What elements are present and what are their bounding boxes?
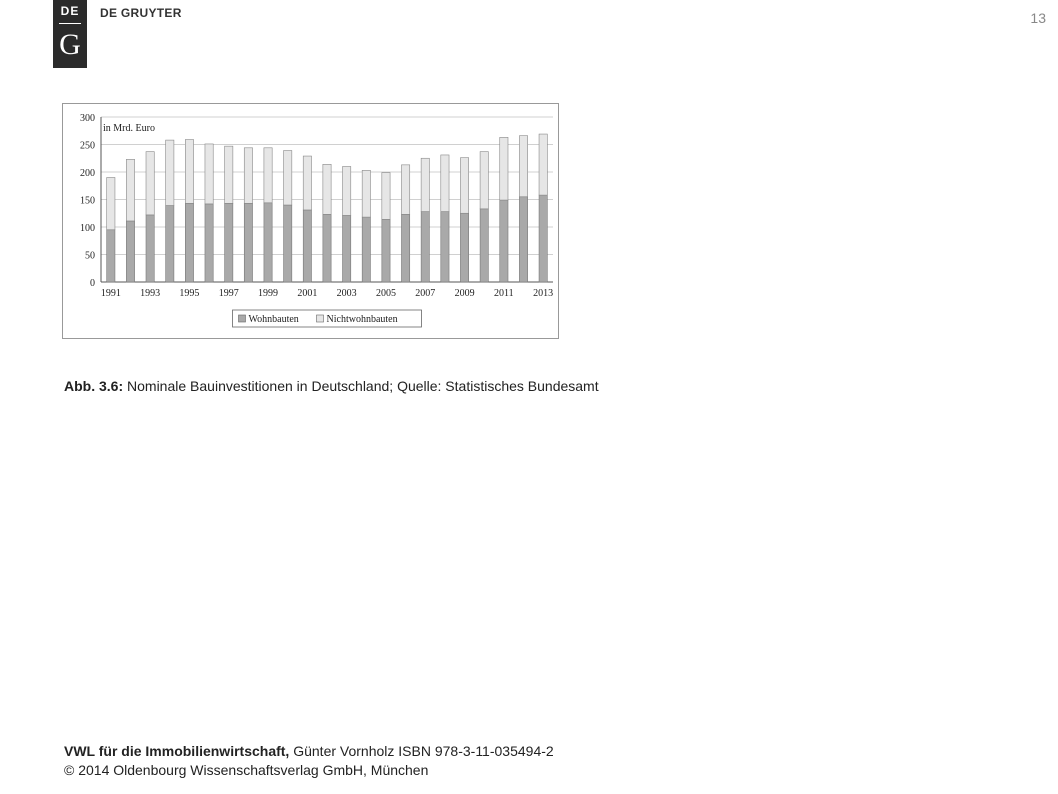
bar-wohnbauten bbox=[126, 221, 134, 282]
x-tick-label: 1997 bbox=[218, 288, 239, 299]
bar-nichtwohnbauten bbox=[225, 146, 233, 203]
bar-nichtwohnbauten bbox=[519, 136, 527, 197]
logo-bottom-text: G bbox=[59, 28, 81, 61]
x-tick-label: 1995 bbox=[179, 288, 200, 299]
de-gruyter-logo bbox=[53, 0, 87, 68]
footer-line-1 bbox=[64, 742, 554, 761]
bar-wohnbauten bbox=[460, 213, 468, 282]
bar-nichtwohnbauten bbox=[480, 152, 488, 209]
bar-nichtwohnbauten bbox=[421, 158, 429, 211]
bar-wohnbauten bbox=[539, 195, 547, 282]
bar-nichtwohnbauten bbox=[166, 140, 174, 205]
bar-nichtwohnbauten bbox=[343, 167, 351, 216]
bar-nichtwohnbauten bbox=[185, 140, 193, 204]
caption-text: Nominale Bauinvestitionen in Deutschland; Quelle: Statistisches Bundesamt bbox=[127, 378, 599, 394]
x-tick-label: 2001 bbox=[297, 288, 318, 299]
bar-wohnbauten bbox=[225, 203, 233, 282]
bar-wohnbauten bbox=[166, 206, 174, 282]
bar-wohnbauten bbox=[264, 203, 272, 282]
publisher-brand: DE GRUYTER bbox=[100, 6, 182, 20]
x-tick-label: 1993 bbox=[140, 288, 161, 299]
bar-wohnbauten bbox=[185, 203, 193, 282]
bar-nichtwohnbauten bbox=[401, 165, 409, 215]
author-isbn: Günter Vornholz ISBN 978-3-11-035494-2 bbox=[293, 743, 554, 759]
bar-wohnbauten bbox=[519, 197, 527, 282]
y-tick-label: 100 bbox=[80, 223, 95, 234]
page-number: 13 bbox=[1030, 10, 1046, 26]
legend-label-nichtwohnbauten: Nichtwohnbauten bbox=[326, 314, 398, 325]
copyright: © 2014 Oldenbourg Wissenschaftsverlag GmbH, München bbox=[64, 762, 429, 778]
bar-wohnbauten bbox=[303, 210, 311, 282]
bar-nichtwohnbauten bbox=[362, 170, 370, 217]
bar-wohnbauten bbox=[284, 205, 292, 282]
bar-wohnbauten bbox=[205, 204, 213, 282]
bar-wohnbauten bbox=[500, 200, 508, 282]
bar-wohnbauten bbox=[401, 214, 409, 282]
figure-caption bbox=[64, 378, 599, 394]
bar-wohnbauten bbox=[146, 215, 154, 282]
legend-swatch-nichtwohnbauten bbox=[317, 315, 324, 322]
bar-wohnbauten bbox=[323, 214, 331, 282]
bar-wohnbauten bbox=[480, 209, 488, 282]
bar-wohnbauten bbox=[343, 215, 351, 282]
x-tick-label: 2011 bbox=[494, 288, 514, 299]
caption-label: Abb. 3.6: bbox=[64, 378, 124, 394]
bar-wohnbauten bbox=[382, 219, 390, 282]
bar-wohnbauten bbox=[362, 217, 370, 282]
bar-nichtwohnbauten bbox=[146, 152, 154, 215]
x-tick-label: 2009 bbox=[454, 288, 475, 299]
y-tick-label: 250 bbox=[80, 140, 95, 152]
bar-nichtwohnbauten bbox=[303, 156, 311, 210]
y-tick-label: 200 bbox=[80, 168, 95, 179]
bar-wohnbauten bbox=[244, 203, 252, 282]
legend-label-wohnbauten: Wohnbauten bbox=[248, 314, 299, 325]
x-tick-label: 2005 bbox=[375, 288, 396, 299]
y-tick-label: 150 bbox=[80, 195, 95, 207]
bar-wohnbauten bbox=[107, 230, 115, 282]
bar-nichtwohnbauten bbox=[284, 151, 292, 205]
bar-nichtwohnbauten bbox=[205, 144, 213, 204]
x-tick-label: 2013 bbox=[533, 288, 554, 299]
bar-nichtwohnbauten bbox=[382, 173, 390, 220]
chart-figure bbox=[62, 103, 559, 339]
legend-swatch-wohnbauten bbox=[239, 315, 246, 322]
bar-nichtwohnbauten bbox=[264, 148, 272, 203]
bar-nichtwohnbauten bbox=[441, 155, 449, 212]
book-title: VWL für die Immobilienwirtschaft, bbox=[64, 743, 290, 759]
x-tick-label: 1999 bbox=[258, 288, 279, 299]
logo-divider bbox=[59, 23, 81, 24]
x-tick-label: 1991 bbox=[100, 288, 121, 299]
bar-chart bbox=[63, 104, 558, 338]
bar-nichtwohnbauten bbox=[126, 159, 134, 221]
bar-nichtwohnbauten bbox=[460, 158, 468, 214]
page-footer bbox=[64, 742, 554, 780]
bar-nichtwohnbauten bbox=[107, 178, 115, 230]
bar-wohnbauten bbox=[441, 212, 449, 282]
y-tick-label: 300 bbox=[80, 113, 95, 124]
x-tick-label: 2007 bbox=[415, 288, 436, 299]
bar-nichtwohnbauten bbox=[539, 134, 547, 195]
unit-label: in Mrd. Euro bbox=[103, 123, 155, 134]
y-tick-label: 50 bbox=[85, 250, 95, 262]
bar-wohnbauten bbox=[421, 212, 429, 282]
logo-top-text: DE bbox=[60, 4, 80, 18]
x-tick-label: 2003 bbox=[336, 288, 357, 299]
bar-nichtwohnbauten bbox=[500, 137, 508, 200]
y-tick-label: 0 bbox=[90, 278, 95, 289]
bar-nichtwohnbauten bbox=[244, 148, 252, 204]
bar-nichtwohnbauten bbox=[323, 164, 331, 214]
